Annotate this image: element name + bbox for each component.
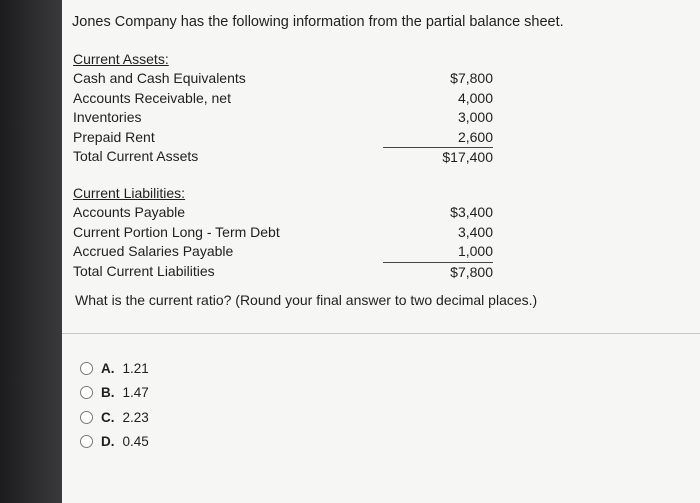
option-d[interactable] [80, 430, 149, 455]
liability-label: Accounts Payable [73, 204, 186, 220]
option-letter: C. [101, 409, 115, 425]
liability-total-row [73, 262, 493, 282]
screen-edge [0, 0, 62, 503]
liability-label: Current Portion Long - Term Debt [73, 223, 280, 240]
liability-row [73, 242, 493, 262]
option-value: 0.45 [122, 434, 149, 450]
question-prompt: What is the current ratio? (Round your final answer to two decimal places.) [75, 292, 538, 308]
option-value: 2.23 [122, 409, 149, 425]
current-assets-heading: Current Assets: [73, 51, 169, 67]
liability-amount: $3,400 [450, 204, 493, 220]
radio-button[interactable] [80, 411, 93, 424]
option-a[interactable] [80, 356, 149, 381]
radio-button[interactable] [80, 362, 93, 375]
current-liabilities-section [73, 184, 493, 281]
liability-row [73, 223, 493, 243]
radio-button[interactable] [80, 435, 93, 448]
option-value: 1.21 [122, 360, 149, 376]
answer-options [80, 356, 149, 454]
asset-row [73, 89, 493, 109]
asset-total-amount: $17,400 [383, 147, 493, 167]
liability-total-amount: $7,800 [383, 262, 493, 282]
asset-amount: 3,000 [457, 109, 493, 125]
asset-amount: 2,600 [457, 128, 493, 145]
liability-row [73, 203, 493, 223]
liability-label: Accrued Salaries Payable [73, 243, 234, 259]
asset-label: Inventories [73, 109, 142, 125]
radio-button[interactable] [80, 386, 93, 399]
liability-amount: 3,400 [457, 223, 493, 240]
question-panel [62, 0, 700, 503]
asset-total-label: Total Current Assets [73, 148, 199, 164]
asset-amount: 4,000 [457, 89, 493, 106]
asset-row [73, 128, 493, 148]
option-value: 1.47 [122, 385, 149, 401]
current-assets-section [73, 50, 493, 167]
asset-row [73, 69, 493, 89]
option-letter: A. [101, 360, 115, 376]
asset-label: Accounts Receivable, net [73, 89, 231, 106]
asset-row [73, 108, 493, 128]
option-b[interactable] [80, 381, 149, 406]
asset-label: Cash and Cash Equivalents [73, 70, 246, 86]
liability-amount: 1,000 [457, 243, 493, 259]
option-letter: B. [101, 385, 115, 401]
divider [62, 333, 700, 334]
option-c[interactable] [80, 405, 149, 430]
liability-total-label: Total Current Liabilities [73, 262, 215, 279]
option-letter: D. [101, 434, 115, 450]
question-text: Jones Company has the following information from the partial balance sheet. [72, 14, 564, 30]
asset-label: Prepaid Rent [73, 128, 155, 145]
asset-total-row [73, 147, 493, 167]
current-liabilities-heading: Current Liabilities: [73, 185, 186, 201]
asset-amount: $7,800 [450, 70, 493, 86]
